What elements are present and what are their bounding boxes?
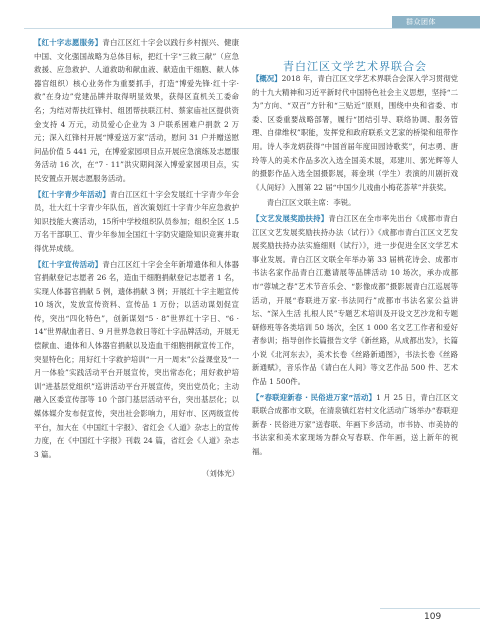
section-tag: 【红十字宣传活动】	[34, 259, 103, 269]
article-title: 青白江区文学艺术界联合会	[283, 60, 427, 73]
paragraph-overview	[252, 72, 458, 194]
page-number: 109	[424, 612, 442, 622]
paragraph-spring-couplets	[252, 391, 458, 459]
paragraph-text: 青白江区文联主席：李锐。	[266, 198, 356, 208]
footer-divider	[380, 608, 480, 609]
paragraph-chairman	[252, 196, 458, 210]
paragraph-text: 1 月 25 日，青白江区文联联合成都市文联，在清泉镇红岩村文化活动广场举办“春联迎新春 · 民俗进万家”送春联、年画下乡活动，市书协、市美协的书法家和美术家现场为群众写春联、作年画，送上新年的祝福。	[252, 392, 459, 457]
section-tag: 【红十字青少年活动】	[34, 189, 110, 199]
paragraph-red-cross-volunteer	[34, 36, 239, 186]
paragraph-red-cross-youth	[34, 188, 239, 256]
header-divider	[24, 28, 480, 29]
section-tag: 【“春联迎新春 · 民俗进万家”活动】	[252, 392, 377, 402]
section-tag: 【概况】	[252, 74, 282, 83]
section-tag: 【文艺发展奖励扶持】	[252, 213, 329, 223]
paragraph-arts-support	[252, 212, 458, 389]
paragraph-text: 青白江区在全市率先出台《成都市青白江区文艺发展奖励扶持办法（试行）》《成都市青白江区文艺发展奖励扶持办法实施细则（试行）》，进一步促进全区文学艺术事业发展。青白江区文联全年举办第 33 届桃花诗会、成都市书法名家作品青白江邀请展等品牌活动 10 场次，承办成都市“蓉城之春”艺术节音乐会、“影像成都”摄影展青白江巡展等活动，开展“春联进万家·书法同行”成都市书法名家公益讲坛、“深入生活 扎根人民”专题艺术培训及开设文艺沙龙和专题研修班等各类培训 50 场次，全区 1 000 名文艺工作者和爱好者参训；指导创作长篇报告文学《新丝路，从成都出发》，长篇小说《北河东去》，美术长卷《丝路新通图》，书法长卷《丝路新通赋》，音乐作品《请白在人间》等文艺作品 500 件、艺术作品 1 500件。	[252, 213, 458, 387]
right-column	[252, 72, 458, 461]
section-tag: 【红十字志愿服务】	[34, 38, 103, 47]
section-header-band	[392, 16, 480, 28]
paragraph-text: 2018 年，青白江区文学艺术界联合会深入学习贯彻党的十九大精神和习近平新时代中国特色社会主义思想，坚持“二为”方向、“双百”方针和“三贴近”原则，围绕中央和省委、市委、区委重要战略部署，履行“团结引导、联络协调、服务管理、自律维权”职能，发挥党和政府联系文艺家的桥梁和纽带作用。诗人李龙炳获得“中国首届年度田园诗歌奖”，何志勇、唐玲等人的美术作品多次入选全国美术展，邓建川、郭光辉等人的摄影作品入选全国摄影展，蒋金琪（学生）表演的川剧折戏《人间好》入围第 22 届“中国少儿戏曲小梅花荟萃”并获奖。	[252, 74, 458, 192]
section-label: 群众团体	[406, 18, 436, 26]
author-byline: （刘体光）	[202, 469, 239, 479]
left-column	[34, 36, 239, 481]
paragraph-red-cross-publicity	[34, 258, 239, 462]
paragraph-text: 青白江区红十字会发展红十字青少年会员，壮大红十字青少年队伍，首次策划红十字青少年应急救护知识技能大赛活动，15所中学校组织队员参加；组织全区 1.5 万名干部职工、青少年参加全国红十字防灾避险知识竞赛并取得优异成绩。	[34, 189, 239, 253]
paragraph-text: 青白江区红十字会全年新增遗体和人体器官捐献登记志愿者 26 名，造血干细胞捐献登记志愿者 1 名，实现人体器官捐献 5 例，遗体捐献 3 例；开展红十字主题宣传 10 场次，发放宣传资料、宣传品 1 万份；以活动谋划促宣传，突出“四化特色”，创新谋划“5 · 8”世界红十字日、“6 · 14”世界献血者日、9 月世界急救日等红十字品牌活动，开展无偿献血、遗体和人体器官捐献以及造血干细胞捐献宣传工作，突显特色化；用好红十字救护培训“一月一周末”公益课堂及“一月一体验”实践活动平台开展宣传，突出常态化；用好救护培训“进基层党组织”巡讲活动平台开展宣传，突出党员化；主动融入区委宣传部等 10 个部门基层活动平台，突出基层化；以媒体媒介发布促宣传，突出社会影响力，用好市、区两级宣传平台，加大在《中国红十字报》、省红会《人道》杂志上的宣传力度，在《中国红十字报》刊载 24 篇，省红会《人道》杂志 3 篇。	[34, 259, 240, 459]
paragraph-text: 青白江区红十字会以践行乡村振兴、健康中国、文化强国战略为总体目标，把红十字“三救三献”（应急救援、应急救护、人道救助和献血液、献造血干细胞、献人体器官组织）核心业务作为重要抓手，打造“博爱先锋·红十字·救”在身边”党建品牌并取得明显效果，获得区直机关工委命名；为结对帮扶红锋村、组团帮扶联江村、蔡家庙社区提供资金支持 4 万元，动员爱心企业为 3 户联系困难户捐款 2 万元；深入红锋村开展“博爱送万家”活动，慰问 31 户并赠送慰问品价值 5 441 元，在博爱家园项目点开展应急演练及志愿服务活动 16 次，在“7 · 11”洪灾期间深入博爱家园项目点，实民安置点开展志愿服务活动。	[34, 38, 239, 183]
